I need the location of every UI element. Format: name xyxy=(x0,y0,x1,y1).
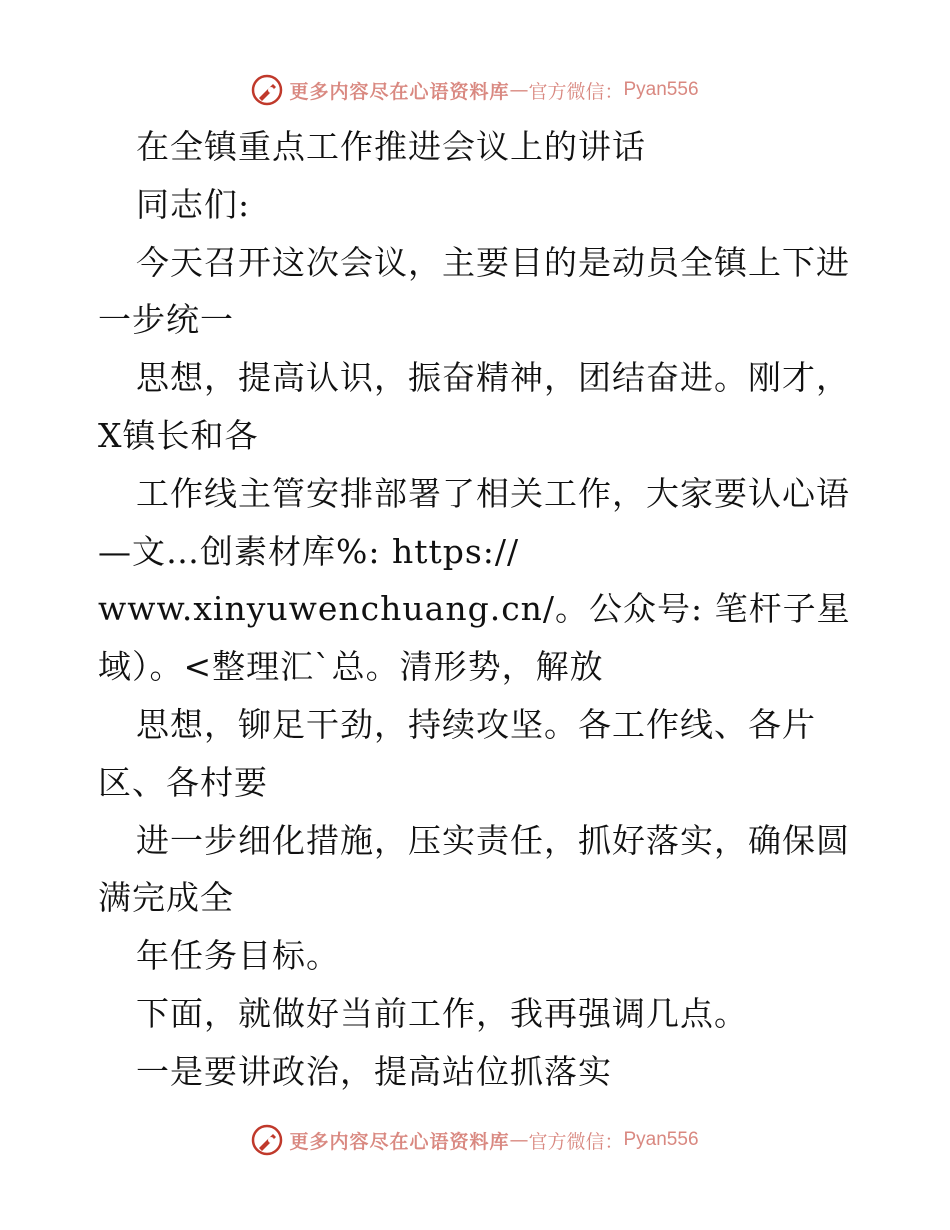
body-line: 年任务目标。 xyxy=(136,936,340,976)
salutation: 同志们: xyxy=(136,184,251,224)
body-line: 下面，就做好当前工作，我再强调几点。 xyxy=(136,993,748,1033)
body-line: www.xinyuwenchuang.cn/。公众号: 笔杆子星 xyxy=(98,589,851,629)
section-heading: 一是要讲政治，提高站位抓落实 xyxy=(136,1051,612,1091)
body-line: 今天召开这次会议，主要目的是动员全镇上下进 xyxy=(136,242,850,282)
watermark-dash: — xyxy=(509,79,529,101)
document-body xyxy=(98,118,858,1101)
pen-logo-icon xyxy=(251,74,283,106)
watermark-id: Pyan556 xyxy=(623,1129,699,1150)
body-line: 工作线主管安排部署了相关工作，大家要认心语 xyxy=(136,473,850,513)
watermark-dash: — xyxy=(509,1129,529,1151)
watermark-text: 更多内容尽在心语资料库 xyxy=(289,1130,510,1153)
doc-title: 在全镇重点工作推进会议上的讲话 xyxy=(136,127,646,166)
body-line: 思想，铆足干劲，持续攻坚。各工作线、各片 xyxy=(136,704,816,744)
watermark-id: Pyan556 xyxy=(623,79,699,100)
body-line: X镇长和各 xyxy=(98,415,259,455)
watermark-text: 更多内容尽在心语资料库 xyxy=(289,80,510,103)
body-line: 域）。<整理汇`总。清形势，解放 xyxy=(98,647,604,687)
body-line: 思想，提高认识，振奋精神，团结奋进。刚才， xyxy=(136,358,850,398)
body-line: —文…创素材库%: https:// xyxy=(98,531,520,571)
footer-watermark xyxy=(0,1120,950,1160)
body-line: 一步统一 xyxy=(98,300,234,340)
header-watermark xyxy=(0,70,950,110)
body-line: 进一步细化措施，压实责任，抓好落实，确保圆 xyxy=(136,820,850,860)
body-line: 区、各村要 xyxy=(98,762,268,802)
pen-logo-icon xyxy=(251,1124,283,1156)
watermark-label: 官方微信： xyxy=(528,80,624,103)
watermark-label: 官方微信： xyxy=(528,1130,624,1153)
body-line: 满完成全 xyxy=(98,878,234,918)
